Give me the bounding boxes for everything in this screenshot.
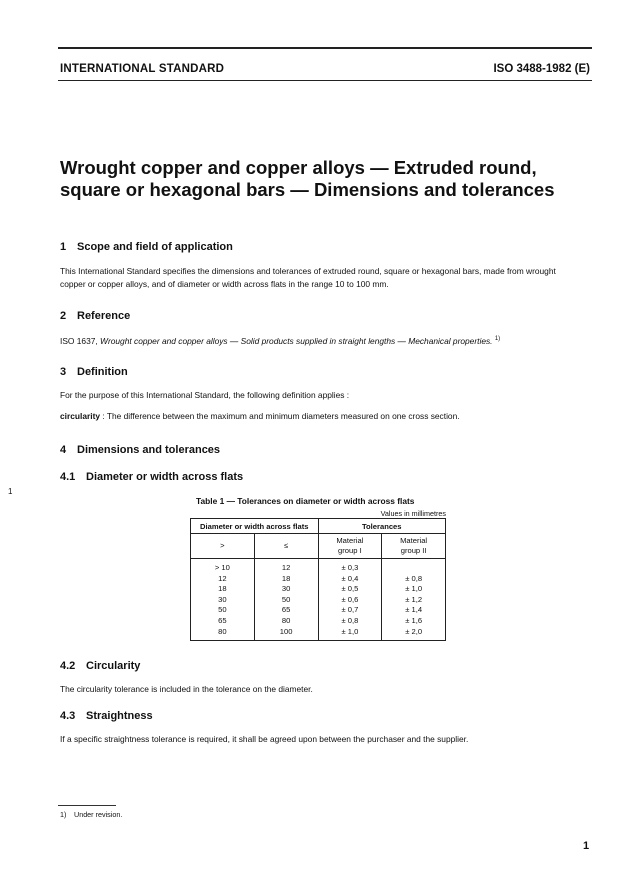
cell-group-1: ± 0,4 bbox=[318, 574, 382, 585]
cell-group-1: ± 0,8 bbox=[318, 616, 382, 627]
footnote-text: Under revision. bbox=[74, 810, 123, 819]
tolerance-table bbox=[190, 518, 446, 641]
cell-group-1: ± 0,6 bbox=[318, 595, 382, 606]
cell-group-1: ± 1,0 bbox=[318, 627, 382, 641]
section-2-title: Reference bbox=[77, 310, 131, 322]
col-header-group-2-line-1: Material bbox=[400, 536, 428, 545]
section-4-3-heading bbox=[60, 710, 153, 722]
footnote-rule bbox=[58, 805, 116, 806]
section-4-1-number: 4.1 bbox=[60, 471, 76, 483]
section-3-number: 3 bbox=[60, 366, 67, 378]
table-row bbox=[191, 595, 446, 606]
cell-group-2: ± 2,0 bbox=[382, 627, 446, 641]
section-4-3-body: If a specific straightness tolerance is required, it shall be agreed upon between the purchaser and the supplier. bbox=[60, 734, 469, 744]
col-header-group-1-line-2: group I bbox=[338, 546, 362, 555]
cell-le: 12 bbox=[254, 559, 318, 574]
col-header-group-2 bbox=[382, 534, 446, 559]
header-rule-top bbox=[58, 47, 592, 49]
cell-group-1: ± 0,7 bbox=[318, 605, 382, 616]
section-4-2-number: 4.2 bbox=[60, 660, 76, 672]
section-4-title: Dimensions and tolerances bbox=[77, 444, 221, 456]
table-header-tolerances: Tolerances bbox=[318, 519, 446, 534]
footnote-number: 1) bbox=[60, 810, 67, 819]
cell-le: 18 bbox=[254, 574, 318, 585]
cell-le: 50 bbox=[254, 595, 318, 606]
header-rule-bottom bbox=[58, 80, 592, 81]
cell-gt: 18 bbox=[191, 584, 255, 595]
cell-group-2 bbox=[382, 559, 446, 574]
section-4-1-title: Diameter or width across flats bbox=[86, 471, 244, 483]
definition-entry bbox=[60, 410, 600, 423]
cell-group-2: ± 1,4 bbox=[382, 605, 446, 616]
table-caption: Table 1 — Tolerances on diameter or width across flats bbox=[196, 496, 415, 506]
cell-gt: 30 bbox=[191, 595, 255, 606]
definition-text: : The difference between the maximum and minimum diameters measured on one cross section. bbox=[102, 411, 460, 421]
cell-group-1: ± 0,3 bbox=[318, 559, 382, 574]
section-2-number: 2 bbox=[60, 310, 67, 322]
cell-le: 80 bbox=[254, 616, 318, 627]
table-row bbox=[191, 584, 446, 595]
page-number: 1 bbox=[583, 840, 590, 852]
section-1-title: Scope and field of application bbox=[77, 241, 233, 253]
col-header-group-2-line-2: group II bbox=[400, 546, 427, 555]
section-1-line-2: copper or copper alloys, and of diameter or width across flats in the range 10 to 100 mm. bbox=[60, 278, 389, 289]
section-4-1-heading bbox=[60, 471, 243, 483]
header-standard-label: INTERNATIONAL STANDARD bbox=[60, 63, 225, 75]
section-3-heading bbox=[60, 366, 128, 378]
cell-gt: > 10 bbox=[191, 559, 255, 574]
section-1-number: 1 bbox=[60, 241, 67, 253]
col-header-group-1-line-1: Material bbox=[336, 536, 364, 545]
col-header-le: ≤ bbox=[254, 534, 318, 559]
cell-group-2: ± 0,8 bbox=[382, 574, 446, 585]
footnote-ref: 1) bbox=[494, 336, 501, 342]
col-header-group-1 bbox=[318, 534, 382, 559]
section-1-body bbox=[60, 265, 600, 290]
section-4-heading bbox=[60, 444, 220, 456]
page-title bbox=[60, 157, 600, 201]
table-units: Values in millimetres bbox=[380, 509, 446, 518]
section-4-2-body: The circularity tolerance is included in the tolerance on the diameter. bbox=[60, 684, 313, 694]
title-line-1: Wrought copper and copper alloys — Extruded round, bbox=[60, 157, 537, 178]
definition-term: circularity bbox=[60, 411, 101, 421]
section-3-title: Definition bbox=[77, 366, 128, 378]
reference-title: Wrought copper and copper alloys — Solid products supplied in straight lengths — Mechanical properties. bbox=[100, 335, 493, 346]
cell-le: 30 bbox=[254, 584, 318, 595]
table-header-dimension: Diameter or width across flats bbox=[191, 519, 319, 534]
section-2-body bbox=[60, 333, 600, 347]
cell-gt: 65 bbox=[191, 616, 255, 627]
cell-gt: 50 bbox=[191, 605, 255, 616]
cell-gt: 80 bbox=[191, 627, 255, 641]
cell-group-2: ± 1,2 bbox=[382, 595, 446, 606]
cell-group-2: ± 1,0 bbox=[382, 584, 446, 595]
table-row bbox=[191, 605, 446, 616]
section-1-heading bbox=[60, 241, 233, 253]
section-4-number: 4 bbox=[60, 444, 67, 456]
section-4-2-title: Circularity bbox=[86, 660, 141, 672]
cell-le: 65 bbox=[254, 605, 318, 616]
cell-group-1: ± 0,5 bbox=[318, 584, 382, 595]
table-row bbox=[191, 559, 446, 574]
section-2-heading bbox=[60, 310, 130, 322]
footnote bbox=[60, 810, 122, 819]
table-row bbox=[191, 574, 446, 585]
title-line-2: square or hexagonal bars — Dimensions and tolerances bbox=[60, 179, 555, 200]
section-4-3-title: Straightness bbox=[86, 710, 153, 722]
section-4-2-heading bbox=[60, 660, 140, 672]
table-row bbox=[191, 627, 446, 641]
cell-gt: 12 bbox=[191, 574, 255, 585]
cell-group-2: ± 1,6 bbox=[382, 616, 446, 627]
section-1-line-1: This International Standard specifies the dimensions and tolerances of extruded round, square or hexagonal bars, made from wrought bbox=[60, 266, 556, 276]
table-row bbox=[191, 616, 446, 627]
section-4-3-number: 4.3 bbox=[60, 710, 76, 722]
header-document-id: ISO 3488-1982 (E) bbox=[493, 63, 590, 75]
margin-mark: 1 bbox=[8, 487, 13, 496]
col-header-gt: > bbox=[191, 534, 255, 559]
section-3-intro: For the purpose of this International Standard, the following definition applies : bbox=[60, 390, 350, 400]
reference-code: ISO 1637, bbox=[60, 335, 98, 346]
cell-le: 100 bbox=[254, 627, 318, 641]
